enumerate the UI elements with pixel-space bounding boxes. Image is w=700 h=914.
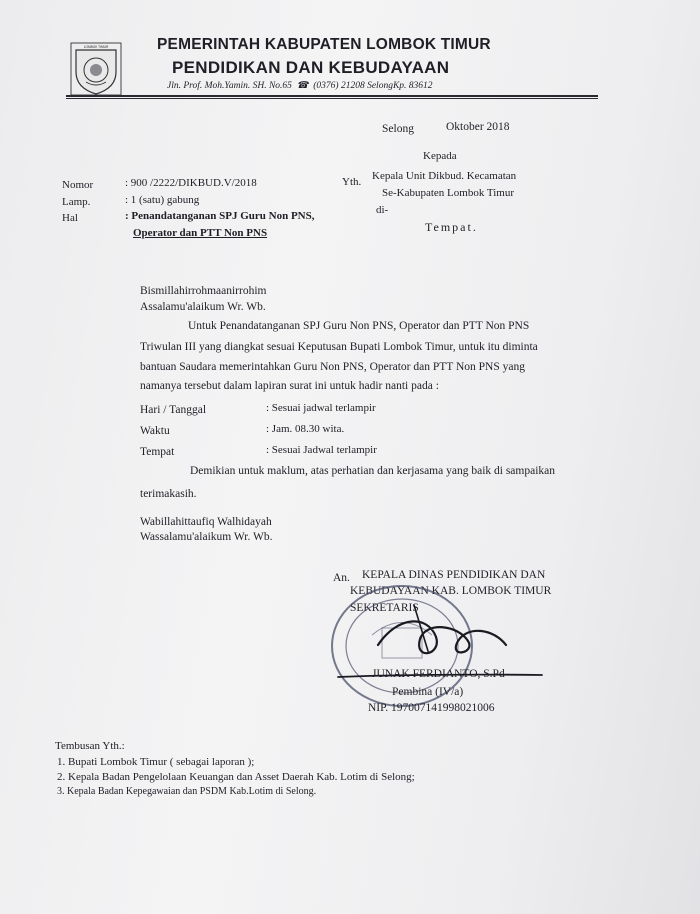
paragraph-line-1: Untuk Penandatanganan SPJ Guru Non PNS, Operator dan PTT Non PNS [188, 320, 530, 332]
waktu-label: Waktu [140, 425, 170, 437]
regency-logo [70, 42, 122, 96]
closing-line-1: Demikian untuk maklum, atas perhatian dan kerjasama yang baik di sampaikan [190, 465, 556, 477]
logo-label: LOMBOK TIMUR [83, 45, 109, 49]
header-rule-thin [66, 98, 598, 99]
signatory-title-3: SEKRETARIS [350, 602, 419, 614]
signatory-title-1: KEPALA DINAS PENDIDIKAN DAN [362, 569, 546, 581]
an-label: An. [333, 572, 350, 584]
recipient-di: di- [376, 204, 389, 216]
waktu-value: : Jam. 08.30 wita. [266, 423, 345, 435]
kepada-label: Kepada [423, 150, 457, 162]
date-text: Oktober 2018 [446, 121, 510, 133]
nomor-label: Nomor [62, 179, 94, 191]
phone-icon: ☎ [294, 81, 311, 91]
hari-tanggal-label: Hari / Tanggal [140, 404, 207, 416]
signatory-title-2: KEBUDAYAAN KAB. LOMBOK TIMUR [350, 585, 552, 597]
header-rule-thick [66, 95, 598, 97]
recipient-tempat: Tempat. [425, 220, 478, 234]
hal-value-1: : Penandatanganan SPJ Guru Non PNS, [125, 210, 315, 222]
signatory-rank: Pembina (IV/a) [392, 686, 464, 698]
tempat-label: Tempat [140, 446, 175, 458]
nomor-value: : 900 /2222/DIKBUD.V/2018 [125, 177, 257, 189]
greeting-bismillah: Bismillahirrohmaanirrohim [140, 285, 267, 297]
lampiran-label: Lamp. [62, 196, 91, 208]
government-name: PEMERINTAH KABUPATEN LOMBOK TIMUR [157, 36, 491, 53]
tembusan-item-3: 3. Kepala Badan Kepegawaian dan PSDM Kab.Lotim di Selong. [57, 786, 317, 797]
department-name: PENDIDIKAN DAN KEBUDAYAAN [172, 58, 450, 77]
signatory-name: JUNAK FERDIANTO, S.Pd [372, 668, 505, 680]
closing-wassalam: Wassalamu'alaikum Wr. Wb. [140, 531, 273, 543]
signatory-nip: NIP. 197007141998021006 [368, 702, 495, 714]
hal-value-2: Operator dan PTT Non PNS [133, 227, 268, 239]
tembusan-item-2: 2. Kepala Badan Pengelolaan Keuangan dan Asset Daerah Kab. Lotim di Selong; [57, 771, 415, 783]
tembusan-heading: Tembusan Yth.: [55, 740, 125, 752]
hari-tanggal-value: : Sesuai jadwal terlampir [266, 402, 376, 414]
hal-label: Hal [62, 212, 78, 224]
tempat-value: : Sesuai Jadwal terlampir [266, 444, 377, 456]
recipient-line-1: Kepala Unit Dikbud. Kecamatan [372, 170, 517, 182]
lampiran-value: : 1 (satu) gabung [125, 194, 200, 206]
greeting-salam: Assalamu'alaikum Wr. Wb. [140, 301, 266, 313]
date-place: Selong [382, 123, 414, 135]
paragraph-line-3: bantuan Saudara memerintahkan Guru Non PNS, Operator dan PTT Non PNS yang [140, 361, 525, 373]
phone-number: (0376) 21208 SelongKp. 83612 [313, 81, 433, 91]
street-address: Jln. Prof. Moh.Yamin. SH. No.65 [167, 81, 292, 91]
paragraph-line-4: namanya tersebut dalam lapiran surat ini untuk hadir nanti pada : [140, 380, 439, 392]
recipient-line-2: Se-Kabupaten Lombok Timur [382, 187, 514, 199]
paragraph-line-2: Triwulan III yang diangkat sesuai Keputusan Bupati Lombok Timur, untuk itu diminta [140, 341, 538, 353]
address-line [167, 80, 433, 91]
yth-label: Yth. [342, 176, 362, 188]
closing-wabillahi: Wabillahittaufiq Walhidayah [140, 516, 272, 528]
closing-line-2: terimakasih. [140, 488, 197, 500]
tembusan-item-1: 1. Bupati Lombok Timur ( sebagai laporan ); [57, 756, 255, 768]
